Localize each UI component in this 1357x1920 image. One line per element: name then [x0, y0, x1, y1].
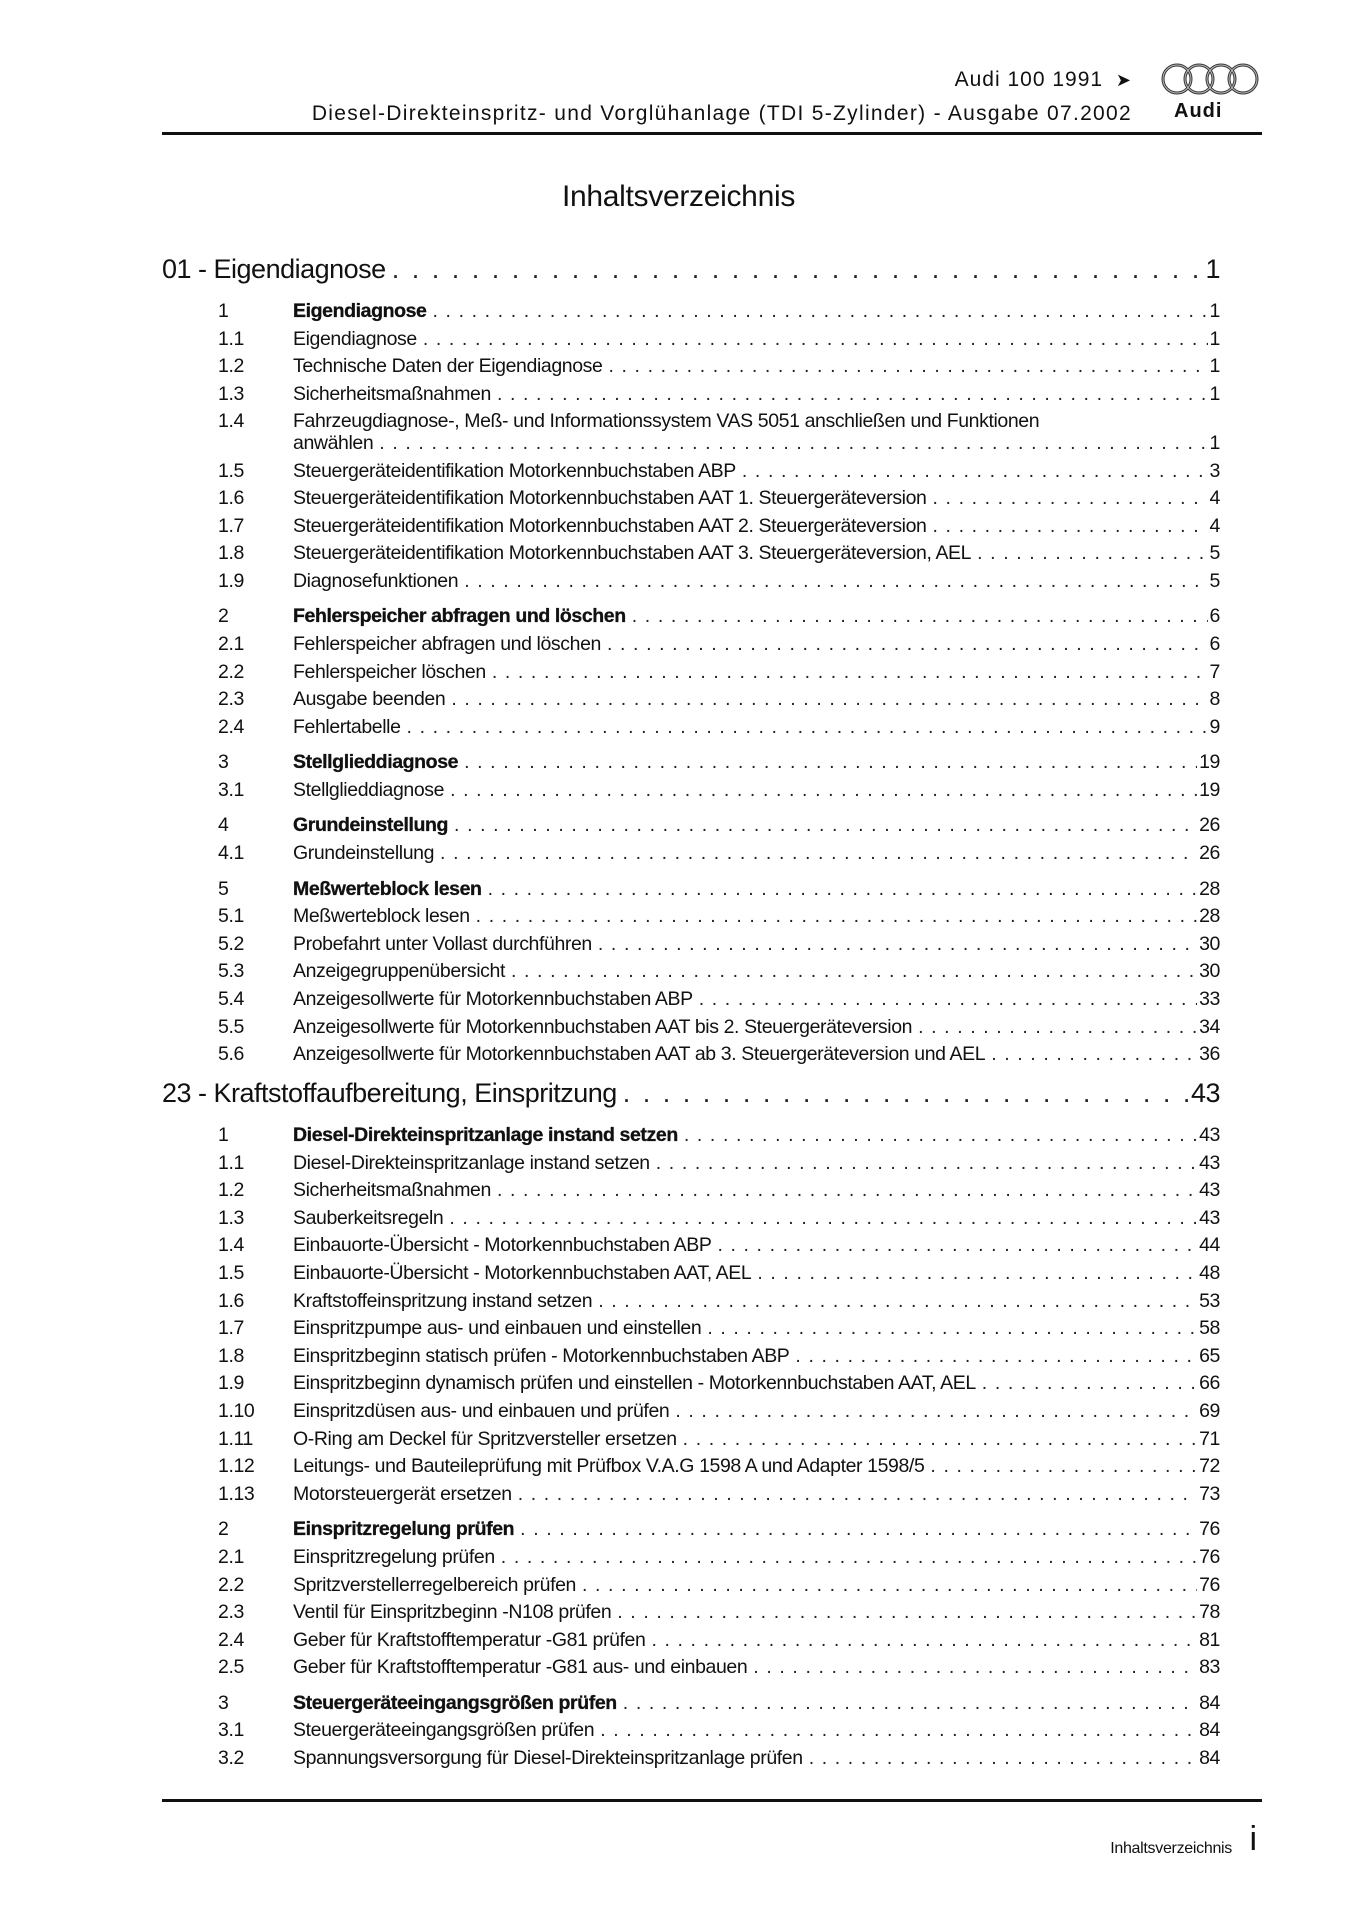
entry-page-number: 76	[1199, 1545, 1220, 1568]
entry-title: Geber für Kraftstofftemperatur -G81 aus- und einbauen	[293, 1656, 748, 1679]
toc-entry[interactable]	[162, 1629, 1220, 1652]
entry-title: Geber für Kraftstofftemperatur -G81 prüfen	[293, 1628, 646, 1651]
entry-number: 3	[218, 1691, 229, 1714]
audi-wordmark: Audi	[1174, 100, 1223, 122]
dot-leader	[520, 1518, 1197, 1541]
entry-page-number: 72	[1199, 1455, 1220, 1478]
dot-leader	[675, 1400, 1197, 1423]
entry-page-number: 76	[1199, 1573, 1220, 1596]
entry-title: Leitungs- und Bauteileprüfung mit Prüfbox V.A.G 1598 A und Adapter 1598/5	[293, 1455, 925, 1478]
entry-number: 1.8	[218, 542, 244, 565]
entry-page-number: 1	[1209, 300, 1220, 322]
dot-leader	[991, 1043, 1197, 1066]
toc-entry[interactable]	[162, 1152, 1220, 1175]
dot-leader	[449, 1207, 1197, 1230]
document-subtitle: Diesel-Direkteinspritz- und Vorglühanlage (TDI 5-Zylinder) - Ausgabe 07.2002	[311, 102, 1132, 125]
entry-page-number: 4	[1209, 514, 1220, 537]
dot-leader	[423, 328, 1208, 351]
footer-section-label: Inhaltsverzeichnis	[1110, 1840, 1232, 1857]
toc-entry[interactable]	[162, 460, 1220, 483]
entry-title: Steuergeräteidentifikation Motorkennbuchstaben AAT 3. Steuergeräteversion, AEL	[293, 542, 972, 565]
entry-number: 1.5	[218, 1262, 244, 1284]
audi-rings-icon	[1160, 62, 1260, 96]
entry-page-number: 43	[1199, 1206, 1220, 1229]
entry-number: 1.9	[218, 569, 244, 592]
toc-entry[interactable]	[162, 328, 1220, 351]
header-rule	[162, 132, 1262, 135]
dot-leader	[683, 1428, 1197, 1451]
entry-title: Einbauorte-Übersicht - Motorkennbuchstaben AAT, AEL	[293, 1262, 752, 1284]
toc-entry[interactable]	[162, 1483, 1220, 1506]
chapter-page-number: 1	[1205, 254, 1220, 284]
entry-title: Diagnosefunktionen	[293, 569, 459, 592]
entry-title: Steuergeräteidentifikation Motorkennbuchstaben ABP	[293, 459, 736, 482]
dot-leader	[977, 542, 1207, 565]
dot-leader	[497, 383, 1208, 406]
dot-leader	[433, 300, 1208, 323]
toc-entry[interactable]	[162, 661, 1220, 684]
dot-leader	[492, 661, 1208, 684]
entry-title: Technische Daten der Eigendiagnose	[293, 355, 603, 378]
dot-leader	[501, 1546, 1197, 1569]
dot-leader	[918, 1016, 1197, 1039]
toc-entry[interactable]	[162, 1719, 1220, 1742]
entry-title: Steuergeräteidentifikation Motorkennbuchstaben AAT 2. Steuergeräteversion	[293, 514, 927, 537]
entry-number: 5	[218, 877, 229, 900]
toc-entry-continuation[interactable]	[162, 432, 1220, 455]
toc-entry[interactable]	[162, 1262, 1220, 1285]
entry-number: 1.7	[218, 1317, 244, 1340]
toc-entry[interactable]	[162, 1179, 1220, 1202]
toc-entry[interactable]	[162, 487, 1220, 510]
toc-entry[interactable]	[162, 1400, 1220, 1423]
entry-page-number: 3	[1209, 459, 1220, 482]
entry-number: 1.3	[218, 382, 244, 405]
dot-leader	[982, 1372, 1197, 1395]
entry-page-number: 44	[1199, 1234, 1220, 1257]
entry-title: Kraftstoffeinspritzung instand setzen	[293, 1289, 593, 1312]
chapter-title: 23 - Kraftstoffaufbereitung, Einspritzung	[162, 1078, 617, 1108]
entry-title: Spritzverstellerregelbereich prüfen	[293, 1573, 576, 1596]
dot-leader	[684, 1124, 1197, 1147]
entry-number: 2.3	[218, 688, 244, 711]
dot-leader	[464, 751, 1197, 774]
toc-chapter[interactable]	[162, 1078, 1220, 1109]
entry-title: Fehlerspeicher abfragen und löschen	[293, 633, 601, 655]
dot-leader	[511, 960, 1197, 983]
entry-number: 4.1	[218, 842, 244, 864]
entry-number: 3.1	[218, 1719, 244, 1742]
toc-entry[interactable]	[162, 716, 1220, 739]
dot-leader	[623, 1692, 1197, 1715]
entry-title: Einspritzdüsen aus- und einbauen und prüfen	[293, 1400, 670, 1422]
entry-title: Grundeinstellung	[293, 842, 435, 864]
toc-section[interactable]	[162, 1124, 1220, 1147]
toc-entry[interactable]	[162, 410, 1220, 433]
entry-title: Ausgabe beenden	[293, 688, 446, 711]
entry-page-number: 1	[1209, 431, 1220, 454]
dot-leader	[651, 1629, 1197, 1652]
entry-title: Anzeigegruppenübersicht	[293, 960, 505, 983]
dot-leader	[582, 1574, 1197, 1597]
entry-page-number: 1	[1209, 327, 1220, 350]
dot-leader	[617, 1601, 1197, 1624]
entry-title: Stellglieddiagnose	[293, 778, 445, 801]
entry-page-number: 9	[1209, 715, 1220, 738]
arrow-right-icon: ➤	[1115, 70, 1132, 90]
entry-number: 1.6	[218, 1289, 244, 1312]
entry-title: Fehlerspeicher abfragen und löschen	[293, 605, 626, 628]
entry-page-number: 7	[1209, 660, 1220, 683]
toc-section[interactable]	[162, 878, 1220, 901]
entry-number: 1.6	[218, 487, 244, 510]
dot-leader	[753, 1656, 1197, 1679]
entry-number: 5.2	[218, 932, 244, 955]
dot-leader	[632, 605, 1208, 628]
entry-title: Eigendiagnose	[293, 327, 417, 350]
entry-title: Einspritzregelung prüfen	[293, 1518, 515, 1541]
toc-entry[interactable]	[162, 1546, 1220, 1569]
toc-entry[interactable]	[162, 688, 1220, 711]
entry-number: 3	[218, 751, 229, 774]
toc-entry[interactable]	[162, 988, 1220, 1011]
toc-entry[interactable]	[162, 1345, 1220, 1368]
entry-title: Anzeigesollwerte für Motorkennbuchstaben AAT ab 3. Steuergeräteversion und AEL	[293, 1043, 986, 1066]
toc-entry[interactable]	[162, 933, 1220, 956]
toc-entry[interactable]	[162, 542, 1220, 565]
footer-page-number: i	[1249, 1820, 1257, 1858]
entry-title: Sicherheitsmaßnahmen	[293, 382, 491, 405]
toc-entry[interactable]	[162, 1455, 1220, 1478]
toc-entry[interactable]	[162, 355, 1220, 378]
toc-entry[interactable]	[162, 1016, 1220, 1039]
entry-page-number: 28	[1199, 905, 1220, 928]
entry-title: Fehlertabelle	[293, 715, 401, 738]
entry-number: 2	[218, 605, 229, 628]
entry-title-continued: anwählen	[293, 431, 374, 454]
entry-title: Steuergeräteidentifikation Motorkennbuchstaben AAT 1. Steuergeräteversion	[293, 487, 927, 510]
entry-page-number: 43	[1199, 1151, 1220, 1174]
dot-leader	[450, 779, 1197, 802]
entry-number: 1.8	[218, 1344, 244, 1367]
toc-entry[interactable]	[162, 1317, 1220, 1340]
page-header	[162, 58, 1262, 138]
entry-number: 3.2	[218, 1747, 244, 1769]
dot-leader	[809, 1747, 1197, 1770]
entry-title: Ventil für Einspritzbeginn -N108 prüfen	[293, 1601, 612, 1624]
entry-page-number: 34	[1199, 1015, 1220, 1038]
toc-entry[interactable]	[162, 1234, 1220, 1257]
entry-page-number: 71	[1199, 1427, 1220, 1450]
entry-number: 1	[218, 1124, 229, 1146]
toc-section[interactable]	[162, 751, 1220, 774]
entry-page-number: 84	[1199, 1719, 1220, 1742]
dot-leader	[440, 842, 1197, 865]
entry-page-number: 36	[1199, 1043, 1220, 1066]
entry-number: 2.5	[218, 1656, 244, 1679]
entry-title: Meßwerteblock lesen	[293, 905, 470, 928]
toc-section[interactable]	[162, 605, 1220, 628]
entry-number: 5.5	[218, 1015, 244, 1038]
dot-leader	[600, 1719, 1197, 1742]
entry-page-number: 19	[1199, 778, 1220, 801]
entry-number: 2.1	[218, 1545, 244, 1568]
entry-page-number: 69	[1199, 1400, 1220, 1422]
entry-page-number: 73	[1199, 1482, 1220, 1505]
entry-page-number: 66	[1199, 1372, 1220, 1395]
toc-entry[interactable]	[162, 515, 1220, 538]
entry-title: Sauberkeitsregeln	[293, 1206, 444, 1229]
entry-page-number: 5	[1209, 542, 1220, 565]
toc-chapter[interactable]	[162, 254, 1220, 285]
dot-leader	[607, 633, 1208, 656]
entry-title: Eigendiagnose	[293, 300, 427, 322]
entry-number: 1.1	[218, 1151, 244, 1174]
entry-page-number: 19	[1199, 751, 1220, 774]
toc-entry[interactable]	[162, 842, 1220, 865]
toc-entry[interactable]	[162, 1428, 1220, 1451]
dot-leader	[518, 1483, 1197, 1506]
entry-title: Diesel-Direkteinspritzanlage instand setzen	[293, 1151, 650, 1174]
toc-entry[interactable]	[162, 1574, 1220, 1597]
entry-number: 5.3	[218, 960, 244, 983]
dot-leader	[392, 254, 1204, 285]
toc-entry[interactable]	[162, 779, 1220, 802]
entry-page-number: 5	[1209, 569, 1220, 592]
dot-leader	[407, 716, 1208, 739]
entry-number: 1.7	[218, 514, 244, 537]
entry-page-number: 48	[1199, 1262, 1220, 1284]
audi-logo	[1152, 62, 1262, 132]
entry-page-number: 83	[1199, 1656, 1220, 1679]
entry-page-number: 65	[1199, 1344, 1220, 1367]
entry-page-number: 26	[1199, 814, 1220, 837]
entry-title: Einbauorte-Übersicht - Motorkennbuchstaben ABP	[293, 1234, 712, 1257]
dot-leader	[757, 1262, 1197, 1285]
entry-title: Einspritzbeginn statisch prüfen - Motorkennbuchstaben ABP	[293, 1344, 790, 1367]
entry-page-number: 1	[1209, 355, 1220, 378]
entry-title: Einspritzregelung prüfen	[293, 1545, 495, 1568]
footer-rule	[162, 1799, 1262, 1802]
entry-number: 1.13	[218, 1482, 255, 1505]
entry-number: 1.2	[218, 1179, 244, 1202]
entry-title: Steuergeräteeingangsgrößen prüfen	[293, 1719, 595, 1742]
toc-entry[interactable]	[162, 633, 1220, 656]
entry-page-number: 6	[1209, 633, 1220, 655]
entry-page-number: 84	[1199, 1747, 1220, 1769]
chapter-page-number: 43	[1190, 1078, 1220, 1108]
page-title: Inhaltsverzeichnis	[561, 180, 796, 213]
toc-entry[interactable]	[162, 1656, 1220, 1679]
entry-number: 1.9	[218, 1372, 244, 1395]
dot-leader	[717, 1234, 1197, 1257]
toc-entry[interactable]	[162, 1372, 1220, 1395]
entry-page-number: 30	[1199, 960, 1220, 983]
toc-entry[interactable]	[162, 960, 1220, 983]
entry-title: Fehlerspeicher löschen	[293, 660, 486, 683]
entry-number: 2.3	[218, 1601, 244, 1624]
entry-page-number: 53	[1199, 1289, 1220, 1312]
entry-number: 2.2	[218, 1573, 244, 1596]
dot-leader	[699, 988, 1197, 1011]
dot-leader	[476, 905, 1197, 928]
entry-page-number: 33	[1199, 987, 1220, 1010]
dot-leader	[933, 515, 1208, 538]
entry-title: Steuergeräteeingangsgrößen prüfen	[293, 1691, 617, 1714]
entry-number: 3.1	[218, 778, 244, 801]
toc-entry[interactable]	[162, 1601, 1220, 1624]
entry-title: Einspritzpumpe aus- und einbauen und einstellen	[293, 1317, 702, 1340]
entry-number: 2.2	[218, 660, 244, 683]
entry-number: 5.4	[218, 987, 244, 1010]
dot-leader	[795, 1345, 1197, 1368]
entry-title: Fahrzeugdiagnose-, Meß- und Informationssystem VAS 5051 anschließen und Funktionen	[293, 410, 1040, 433]
toc-entry[interactable]	[162, 1043, 1220, 1066]
entry-page-number: 28	[1199, 877, 1220, 900]
entry-page-number: 43	[1199, 1124, 1220, 1146]
entry-number: 2	[218, 1518, 229, 1541]
entry-number: 1.12	[218, 1455, 255, 1478]
entry-number: 1.2	[218, 355, 244, 378]
entry-title: Anzeigesollwerte für Motorkennbuchstaben AAT bis 2. Steuergeräteversion	[293, 1015, 913, 1038]
entry-number: 1.4	[218, 1234, 244, 1257]
entry-page-number: 43	[1199, 1179, 1220, 1202]
vehicle-model	[955, 68, 1132, 92]
toc-section[interactable]	[162, 814, 1220, 837]
dot-leader	[742, 460, 1208, 483]
dot-leader	[488, 878, 1198, 901]
entry-number: 1.11	[218, 1427, 253, 1450]
entry-number: 5.1	[218, 905, 244, 928]
entry-title: Anzeigesollwerte für Motorkennbuchstaben ABP	[293, 987, 693, 1010]
toc-entry[interactable]	[162, 1747, 1220, 1770]
entry-title: Stellglieddiagnose	[293, 751, 459, 774]
dot-leader	[933, 487, 1208, 510]
entry-number: 2.4	[218, 1628, 244, 1651]
entry-page-number: 84	[1199, 1691, 1220, 1714]
toc-section[interactable]	[162, 1518, 1220, 1541]
dot-leader	[623, 1078, 1189, 1109]
dot-leader	[451, 688, 1207, 711]
entry-page-number: 30	[1199, 932, 1220, 955]
entry-title: Motorsteuergerät ersetzen	[293, 1482, 512, 1505]
toc-entry[interactable]	[162, 1207, 1220, 1230]
entry-page-number: 4	[1209, 487, 1220, 510]
toc-entry[interactable]	[162, 1290, 1220, 1313]
dot-leader	[598, 1290, 1197, 1313]
entry-number: 5.6	[218, 1043, 244, 1066]
entry-page-number: 8	[1209, 688, 1220, 711]
entry-number: 2.1	[218, 633, 244, 655]
dot-leader	[930, 1455, 1197, 1478]
entry-title: Sicherheitsmaßnahmen	[293, 1179, 491, 1202]
toc-section[interactable]	[162, 300, 1220, 323]
dot-leader	[707, 1317, 1197, 1340]
toc-entry[interactable]	[162, 383, 1220, 406]
entry-number: 1.3	[218, 1206, 244, 1229]
entry-page-number: 26	[1199, 842, 1220, 864]
entry-page-number: 58	[1199, 1317, 1220, 1340]
toc-section[interactable]	[162, 1692, 1220, 1715]
toc-entry[interactable]	[162, 905, 1220, 928]
entry-title: O-Ring am Deckel für Spritzversteller ersetzen	[293, 1427, 677, 1450]
entry-page-number: 81	[1199, 1628, 1220, 1651]
entry-title: Probefahrt unter Vollast durchführen	[293, 932, 592, 955]
entry-number: 1	[218, 300, 229, 322]
entry-page-number: 78	[1199, 1601, 1220, 1624]
chapter-title: 01 - Eigendiagnose	[162, 254, 386, 284]
entry-page-number: 1	[1209, 382, 1220, 405]
entry-page-number: 76	[1199, 1518, 1220, 1541]
dot-leader	[656, 1152, 1197, 1175]
entry-title: Meßwerteblock lesen	[293, 877, 482, 900]
dot-leader	[497, 1179, 1197, 1202]
toc-entry[interactable]	[162, 570, 1220, 593]
dot-leader	[608, 355, 1207, 378]
entry-page-number: 6	[1209, 605, 1220, 628]
dot-leader	[454, 814, 1197, 837]
entry-title: Grundeinstellung	[293, 814, 449, 837]
entry-title: Diesel-Direkteinspritzanlage instand setzen	[293, 1124, 678, 1146]
vehicle-model-text: Audi 100 1991	[954, 68, 1104, 91]
dot-leader	[379, 432, 1207, 455]
entry-number: 4	[218, 814, 229, 837]
entry-number: 2.4	[218, 715, 244, 738]
entry-number: 1.5	[218, 459, 244, 482]
entry-number: 1.10	[218, 1400, 255, 1422]
dot-leader	[464, 570, 1207, 593]
entry-title: Einspritzbeginn dynamisch prüfen und einstellen - Motorkennbuchstaben AAT, AEL	[293, 1372, 976, 1395]
entry-number: 1.1	[218, 327, 244, 350]
entry-title: Spannungsversorgung für Diesel-Direkteinspritzanlage prüfen	[293, 1747, 803, 1769]
entry-number: 1.4	[218, 410, 244, 433]
dot-leader	[598, 933, 1197, 956]
